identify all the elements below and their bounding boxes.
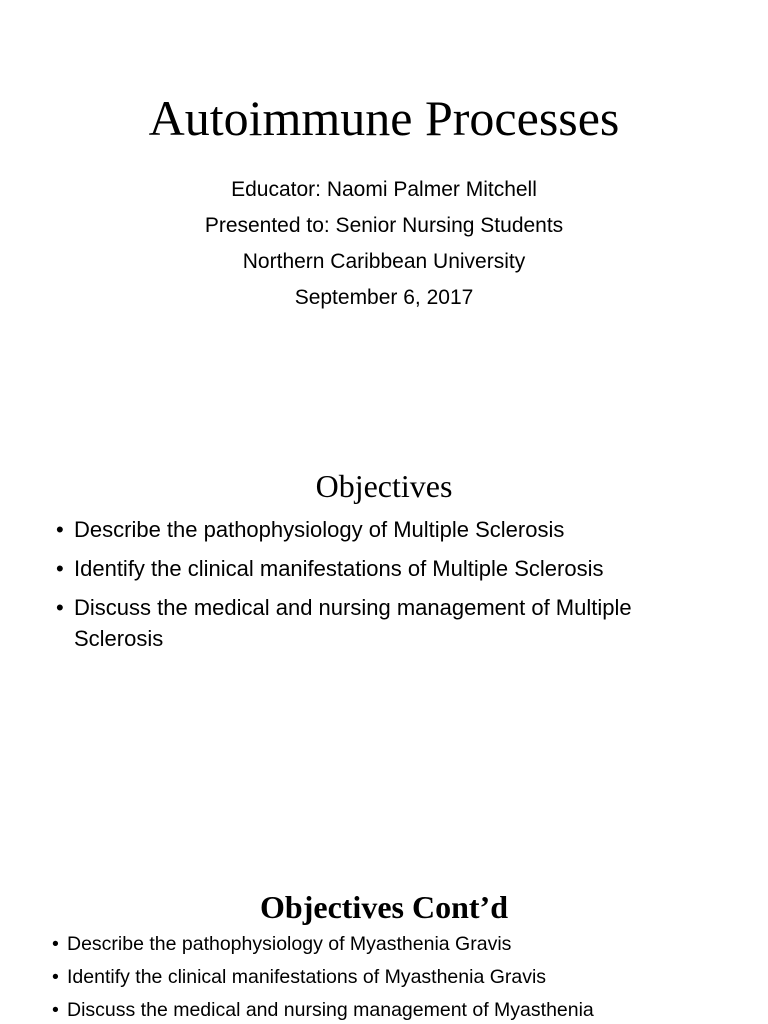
list-item-text: Describe the pathophysiology of Myasthenia Gravis <box>67 933 512 955</box>
list-item <box>52 997 768 1024</box>
slide-title <box>0 0 768 384</box>
list-item <box>56 592 656 654</box>
bullet-icon: • <box>56 595 64 620</box>
bullet-icon: • <box>52 999 59 1021</box>
list-item-text: Identify the clinical manifestations of Myasthenia Gravis <box>67 966 547 988</box>
list-item <box>56 514 656 545</box>
bullet-icon: • <box>56 517 64 542</box>
educator-line: Educator: Naomi Palmer Mitchell <box>231 178 537 201</box>
presentation-subtitle <box>0 172 768 316</box>
presentation-title: Autoimmune Processes <box>148 90 620 146</box>
audience-line: Presented to: Senior Nursing Students <box>204 214 564 237</box>
slide-objectives <box>0 384 768 769</box>
list-item <box>52 931 768 958</box>
objectives-list <box>52 931 768 1024</box>
objectives-list <box>56 514 656 662</box>
bullet-icon: • <box>52 933 59 955</box>
list-item-text: Describe the pathophysiology of Multiple Sclerosis <box>74 517 565 542</box>
list-item <box>52 964 768 991</box>
slide-heading: Objectives Cont’d <box>260 889 508 925</box>
institution-line: Northern Caribbean University <box>242 250 526 273</box>
list-item-text: Discuss the medical and nursing management of Myasthenia <box>67 999 594 1021</box>
list-item <box>56 553 656 584</box>
bullet-icon: • <box>56 556 64 581</box>
list-item-text: Identify the clinical manifestations of Multiple Sclerosis <box>74 556 604 581</box>
bullet-icon: • <box>52 966 59 988</box>
slide-objectives-continued <box>0 769 768 1024</box>
slide-heading: Objectives <box>315 468 453 504</box>
list-item-text: Discuss the medical and nursing management of Multiple Sclerosis <box>74 595 632 651</box>
date-line: September 6, 2017 <box>294 286 474 309</box>
